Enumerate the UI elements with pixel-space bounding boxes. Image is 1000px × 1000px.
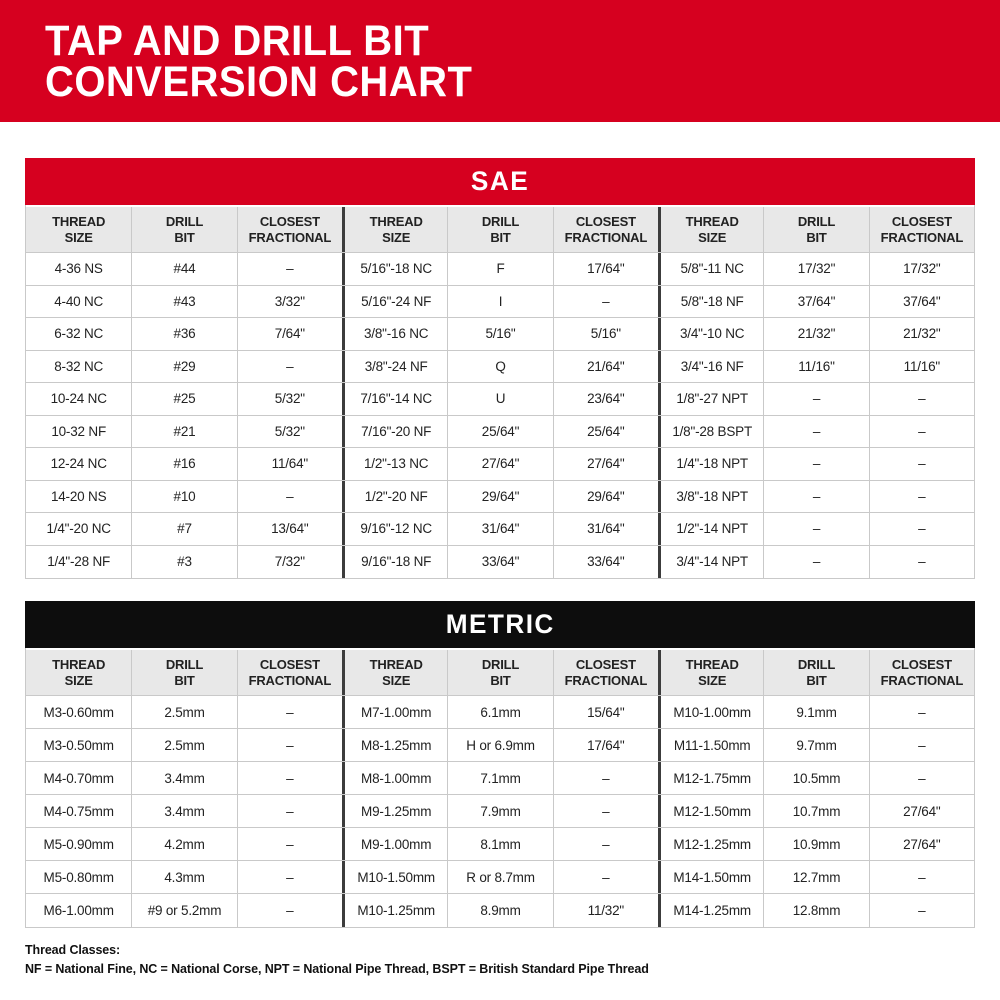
table-row	[26, 351, 974, 384]
table-cell: #9 or 5.2mm	[131, 894, 236, 927]
table-cell: –	[237, 762, 342, 794]
table-cell: M4-0.75mm	[43, 803, 114, 819]
table-cell: 17/64"	[553, 729, 658, 761]
table-row	[26, 546, 974, 579]
table-cell: 25/64"	[553, 416, 658, 448]
table-cell: 27/64"	[553, 448, 658, 480]
table-cell: –	[869, 696, 974, 728]
table-cell: #7	[131, 513, 236, 545]
column-header: THREAD SIZE	[658, 650, 763, 695]
table-row	[26, 513, 974, 546]
table-row	[26, 729, 974, 762]
table-cell: –	[553, 286, 658, 318]
sae-section-header	[25, 158, 975, 205]
table-cell: Q	[447, 351, 552, 383]
table-cell: 1/8"-27 NPT	[658, 383, 763, 415]
table-cell: –	[869, 383, 974, 415]
column-header: DRILL BIT	[763, 207, 868, 252]
table-cell: 1/4"-28 NF	[47, 554, 111, 570]
table-cell: –	[237, 894, 342, 927]
table-cell: –	[553, 795, 658, 827]
table-cell: 25/64"	[447, 416, 552, 448]
table-cell: M8-1.25mm	[342, 729, 447, 761]
column-header: CLOSEST FRACTIONAL	[553, 207, 658, 252]
table-cell: –	[553, 762, 658, 794]
table-cell: 1/2"-13 NC	[342, 448, 447, 480]
table-cell: 8.9mm	[447, 894, 552, 927]
metric-table-body	[26, 696, 974, 927]
table-cell: –	[763, 416, 868, 448]
table-cell: –	[763, 481, 868, 513]
column-header: DRILL BIT	[131, 207, 236, 252]
sae-label: SAE	[470, 166, 530, 196]
column-header: CLOSEST FRACTIONAL	[237, 207, 342, 252]
table-cell: 5/8"-11 NC	[658, 253, 763, 285]
column-header: THREAD SIZE	[342, 207, 447, 252]
table-cell: –	[237, 861, 342, 893]
table-cell: 7/16"-14 NC	[342, 383, 447, 415]
table-cell: M10-1.00mm	[658, 696, 763, 728]
table-cell: M3-0.60mm	[43, 704, 114, 720]
column-header: CLOSEST FRACTIONAL	[553, 650, 658, 695]
table-cell: 3/4"-10 NC	[658, 318, 763, 350]
table-cell: –	[237, 696, 342, 728]
table-cell: M11-1.50mm	[658, 729, 763, 761]
table-cell: 11/16"	[763, 351, 868, 383]
table-row	[26, 383, 974, 416]
table-cell: #44	[131, 253, 236, 285]
table-cell: 21/32"	[869, 318, 974, 350]
table-cell: 15/64"	[553, 696, 658, 728]
table-cell: –	[869, 546, 974, 579]
table-cell: 31/64"	[553, 513, 658, 545]
table-cell: 29/64"	[553, 481, 658, 513]
table-cell: 37/64"	[763, 286, 868, 318]
table-cell: 21/32"	[763, 318, 868, 350]
table-cell: R or 8.7mm	[447, 861, 552, 893]
metric-header-row	[26, 648, 974, 696]
table-cell: 11/64"	[237, 448, 342, 480]
table-cell: 7.1mm	[447, 762, 552, 794]
table-cell: –	[237, 253, 342, 285]
column-header: CLOSEST FRACTIONAL	[869, 207, 974, 252]
table-cell: 37/64"	[869, 286, 974, 318]
table-cell: 11/16"	[869, 351, 974, 383]
table-cell: 3.4mm	[131, 795, 236, 827]
table-cell: 3/8"-16 NC	[342, 318, 447, 350]
footnote-definitions: NF = National Fine, NC = National Corse, NPT = National Pipe Thread, BSPT = British Standard Pipe Thread	[25, 962, 649, 976]
sae-table-body	[26, 253, 974, 578]
title-banner	[0, 0, 1000, 122]
table-cell: 10.7mm	[763, 795, 868, 827]
table-cell: –	[237, 795, 342, 827]
table-cell: 7.9mm	[447, 795, 552, 827]
table-cell: 33/64"	[553, 546, 658, 579]
table-cell: M10-1.25mm	[342, 894, 447, 927]
table-cell: 10.5mm	[763, 762, 868, 794]
table-cell: –	[869, 762, 974, 794]
table-row	[26, 318, 974, 351]
table-row	[26, 861, 974, 894]
table-cell: –	[869, 729, 974, 761]
table-row	[26, 696, 974, 729]
table-row	[26, 828, 974, 861]
table-cell: 7/32"	[237, 546, 342, 579]
table-cell: 1/2"-14 NPT	[658, 513, 763, 545]
table-row	[26, 448, 974, 481]
table-cell: 7/64"	[237, 318, 342, 350]
table-cell: M9-1.00mm	[342, 828, 447, 860]
column-header: THREAD SIZE	[52, 213, 106, 245]
table-cell: –	[869, 448, 974, 480]
table-cell: 4-36 NS	[54, 261, 103, 277]
table-cell: M12-1.50mm	[658, 795, 763, 827]
column-header: DRILL BIT	[447, 207, 552, 252]
table-cell: 3/4"-14 NPT	[658, 546, 763, 579]
table-row	[26, 795, 974, 828]
table-cell: M12-1.25mm	[658, 828, 763, 860]
table-cell: –	[237, 729, 342, 761]
table-cell: 3.4mm	[131, 762, 236, 794]
table-cell: –	[763, 448, 868, 480]
table-cell: 5/32"	[237, 383, 342, 415]
table-cell: 4-40 NC	[54, 293, 104, 309]
table-cell: 31/64"	[447, 513, 552, 545]
table-cell: M5-0.90mm	[43, 836, 114, 852]
table-cell: 13/64"	[237, 513, 342, 545]
table-cell: 8.1mm	[447, 828, 552, 860]
table-cell: 12-24 NC	[50, 456, 107, 472]
table-cell: 12.7mm	[763, 861, 868, 893]
table-cell: 17/32"	[763, 253, 868, 285]
sae-header-row	[26, 205, 974, 253]
table-cell: #25	[131, 383, 236, 415]
table-cell: –	[869, 513, 974, 545]
table-cell: 27/64"	[869, 828, 974, 860]
table-cell: 17/64"	[553, 253, 658, 285]
sae-table-section	[25, 158, 975, 579]
table-cell: 2.5mm	[131, 696, 236, 728]
table-row	[26, 253, 974, 286]
table-cell: 3/32"	[237, 286, 342, 318]
table-cell: 6.1mm	[447, 696, 552, 728]
table-cell: 27/64"	[447, 448, 552, 480]
column-header: THREAD SIZE	[342, 650, 447, 695]
table-cell: 27/64"	[869, 795, 974, 827]
table-cell: 14-20 NS	[50, 488, 107, 504]
table-cell: 6-32 NC	[54, 326, 104, 342]
table-cell: 29/64"	[447, 481, 552, 513]
table-row	[26, 286, 974, 319]
table-cell: 12.8mm	[763, 894, 868, 927]
table-cell: #10	[131, 481, 236, 513]
metric-table-section	[25, 601, 975, 928]
table-cell: M14-1.25mm	[658, 894, 763, 927]
table-cell: –	[869, 894, 974, 927]
table-cell: M8-1.00mm	[342, 762, 447, 794]
metric-section-header	[25, 601, 975, 648]
table-cell: 1/4"-20 NC	[46, 521, 111, 537]
table-cell: M14-1.50mm	[658, 861, 763, 893]
table-cell: M3-0.50mm	[43, 737, 114, 753]
table-cell: 2.5mm	[131, 729, 236, 761]
column-header: CLOSEST FRACTIONAL	[869, 650, 974, 695]
table-cell: #29	[131, 351, 236, 383]
sae-table	[25, 205, 975, 579]
table-cell: 5/16"	[553, 318, 658, 350]
table-cell: M6-1.00mm	[43, 903, 114, 918]
table-cell: #16	[131, 448, 236, 480]
table-cell: 1/4"-18 NPT	[658, 448, 763, 480]
table-cell: 10-32 NF	[51, 423, 106, 439]
table-cell: M7-1.00mm	[342, 696, 447, 728]
table-cell: 9.7mm	[763, 729, 868, 761]
table-cell: 33/64"	[447, 546, 552, 579]
table-cell: 9.1mm	[763, 696, 868, 728]
table-row	[26, 762, 974, 795]
table-cell: 3/8"-18 NPT	[658, 481, 763, 513]
table-cell: –	[553, 828, 658, 860]
table-cell: #21	[131, 416, 236, 448]
table-cell: #43	[131, 286, 236, 318]
column-header: DRILL BIT	[447, 650, 552, 695]
table-cell: 5/16"-24 NF	[342, 286, 447, 318]
table-cell: U	[447, 383, 552, 415]
table-cell: 1/2"-20 NF	[342, 481, 447, 513]
table-cell: 5/32"	[237, 416, 342, 448]
column-header: THREAD SIZE	[52, 656, 106, 688]
column-header: DRILL BIT	[131, 650, 236, 695]
table-cell: 8-32 NC	[54, 358, 104, 374]
table-cell: 3/4"-16 NF	[658, 351, 763, 383]
page-title-line2: CONVERSION CHART	[45, 58, 473, 106]
table-cell: 17/32"	[869, 253, 974, 285]
column-header: THREAD SIZE	[658, 207, 763, 252]
table-cell: –	[237, 828, 342, 860]
table-cell: –	[763, 546, 868, 579]
table-cell: –	[237, 351, 342, 383]
table-row	[26, 894, 974, 927]
table-cell: –	[763, 513, 868, 545]
table-cell: #3	[131, 546, 236, 579]
table-cell: 4.3mm	[131, 861, 236, 893]
table-cell: M4-0.70mm	[43, 770, 114, 786]
column-header: DRILL BIT	[763, 650, 868, 695]
table-cell: 23/64"	[553, 383, 658, 415]
table-cell: 1/8"-28 BSPT	[658, 416, 763, 448]
thread-classes-footnote	[25, 941, 975, 979]
footnote-heading: Thread Classes:	[25, 943, 121, 957]
table-cell: 9/16"-18 NF	[342, 546, 447, 579]
table-cell: 10-24 NC	[50, 391, 107, 407]
table-cell: H or 6.9mm	[447, 729, 552, 761]
table-cell: 4.2mm	[131, 828, 236, 860]
table-cell: F	[447, 253, 552, 285]
metric-label: METRIC	[445, 609, 555, 639]
table-cell: M9-1.25mm	[342, 795, 447, 827]
table-cell: 3/8"-24 NF	[342, 351, 447, 383]
page-title-line1: TAP AND DRILL BIT	[45, 17, 430, 65]
table-cell: 21/64"	[553, 351, 658, 383]
metric-table	[25, 648, 975, 928]
table-cell: –	[553, 861, 658, 893]
table-cell: M12-1.75mm	[658, 762, 763, 794]
table-cell: 10.9mm	[763, 828, 868, 860]
table-cell: –	[237, 481, 342, 513]
table-cell: –	[869, 481, 974, 513]
table-row	[26, 416, 974, 449]
table-cell: –	[869, 861, 974, 893]
table-cell: 9/16"-12 NC	[342, 513, 447, 545]
table-cell: I	[447, 286, 552, 318]
table-cell: 7/16"-20 NF	[342, 416, 447, 448]
column-header: CLOSEST FRACTIONAL	[237, 650, 342, 695]
table-cell: 11/32"	[553, 894, 658, 927]
table-cell: –	[763, 383, 868, 415]
table-cell: M5-0.80mm	[43, 869, 114, 885]
table-cell: 5/8"-18 NF	[658, 286, 763, 318]
table-cell: M10-1.50mm	[342, 861, 447, 893]
table-cell: 5/16"	[447, 318, 552, 350]
table-row	[26, 481, 974, 514]
table-cell: –	[869, 416, 974, 448]
table-cell: 5/16"-18 NC	[342, 253, 447, 285]
table-cell: #36	[131, 318, 236, 350]
